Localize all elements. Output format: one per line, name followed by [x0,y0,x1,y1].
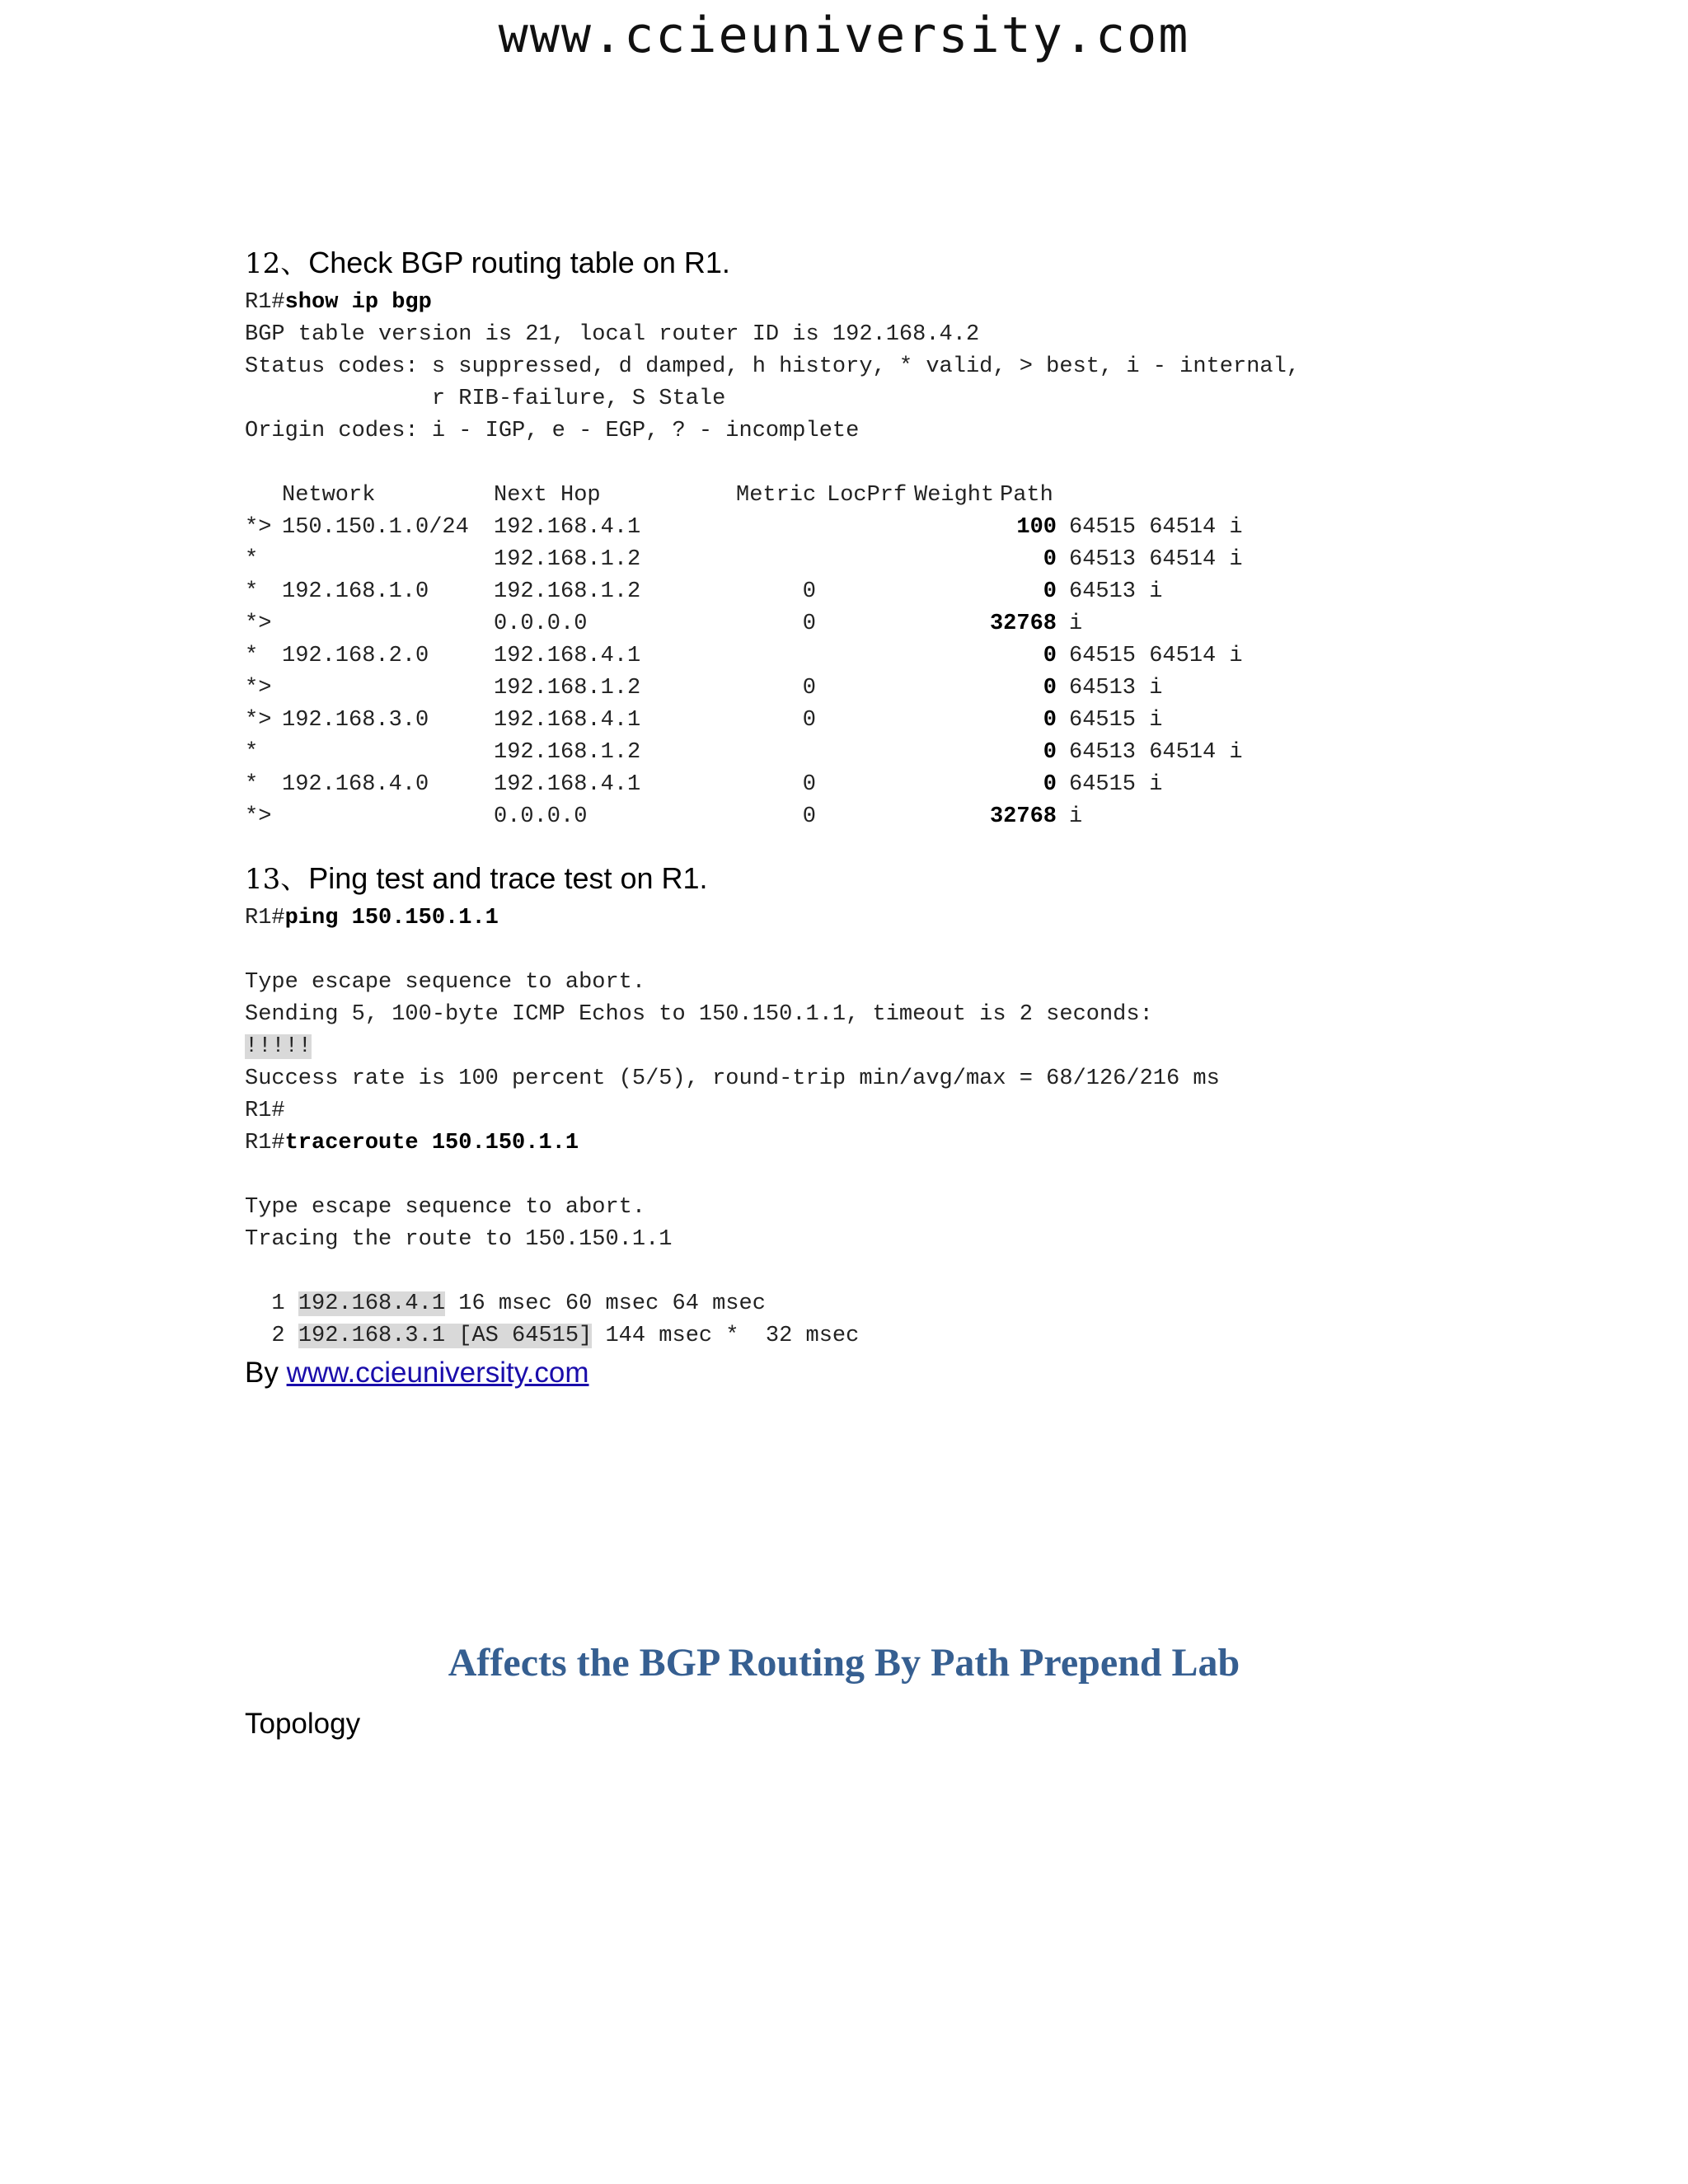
command: show ip bgp [284,290,432,315]
route-path: 64515 64514 i [1069,515,1243,540]
route-network: 192.168.2.0 [282,644,429,668]
bgp-table-body [245,512,1605,833]
route-status: * [245,772,259,797]
route-status: * [245,740,259,765]
route-status: *> [245,708,272,733]
route-path: 64515 i [1069,772,1163,797]
route-weight: 0 [1043,708,1057,733]
output-line: Success rate is 100 percent (5/5), round-trip min/avg/max = 68/126/216 ms [245,1066,1220,1091]
route-weight: 0 [1043,579,1057,604]
route-next-hop: 192.168.4.1 [494,708,641,733]
prompt: R1# [245,290,285,315]
bgp-route-row [245,737,1605,769]
route-weight: 0 [1043,644,1057,668]
header-next-hop: Next Hop [494,483,601,508]
bgp-table-header [245,480,1605,512]
route-status: *> [245,804,272,829]
prompt: R1# [245,1131,285,1155]
step-13-heading [245,855,1605,902]
route-next-hop: 192.168.4.1 [494,772,641,797]
document-body [245,239,1605,1394]
bgp-route-row [245,544,1605,576]
ping-result-line [245,1031,1605,1063]
hop-timing: 144 msec * 32 msec [592,1324,860,1348]
header-path: Path [1000,483,1053,508]
bgp-route-row [245,769,1605,801]
route-status: * [245,579,259,604]
step-number: 12、 [245,247,309,280]
route-weight: 32768 [989,804,1057,829]
bgp-route-row [245,673,1605,705]
output-line: R1# [245,1099,285,1123]
route-next-hop: 192.168.1.2 [494,676,641,701]
route-weight: 0 [1043,676,1057,701]
command-line [245,287,1605,319]
route-next-hop: 192.168.1.2 [494,740,641,765]
route-path: 64515 64514 i [1069,644,1243,668]
output-line: Type escape sequence to abort. [245,1195,646,1220]
route-status: *> [245,676,272,701]
route-path: 64513 64514 i [1069,740,1243,765]
route-network: 192.168.3.0 [282,708,429,733]
route-metric: 0 [802,772,816,797]
trace-hop [245,1320,1605,1352]
header-locprf: LocPrf [827,483,907,508]
bgp-route-row [245,576,1605,608]
route-network: 192.168.1.0 [282,579,429,604]
output-line: Status codes: s suppressed, d damped, h history, * valid, > best, i - internal, [245,354,1301,379]
byline [245,1352,1605,1394]
route-network: 150.150.1.0/24 [282,515,469,540]
prompt: R1# [245,906,285,930]
ping-command: ping 150.150.1.1 [284,906,499,930]
route-path: i [1069,612,1083,636]
route-metric: 0 [802,676,816,701]
header-weight: Weight [914,483,995,508]
output-line: r RIB-failure, S Stale [245,387,726,411]
ping-result: !!!!! [245,1034,312,1059]
command-line [245,902,1605,935]
route-weight: 0 [1043,547,1057,572]
route-path: 64515 i [1069,708,1163,733]
trace-hop [245,1288,1605,1320]
page-header-site: www.ccieuniversity.com [498,7,1190,64]
output-line: Type escape sequence to abort. [245,970,646,995]
route-metric: 0 [802,804,816,829]
header-metric: Metric [736,483,817,508]
route-weight: 32768 [989,612,1057,636]
hop-timing: 16 msec 60 msec 64 msec [445,1291,766,1316]
step-12-heading [245,239,1605,287]
route-status: *> [245,612,272,636]
route-status: *> [245,515,272,540]
route-status: * [245,644,259,668]
bgp-route-row [245,801,1605,833]
route-next-hop: 0.0.0.0 [494,612,588,636]
bgp-route-row [245,640,1605,673]
route-weight: 100 [1016,515,1057,540]
byline-link[interactable]: www.ccieuniversity.com [286,1357,589,1389]
step-title: Check BGP routing table on R1. [308,246,730,279]
hop-address: 192.168.4.1 [298,1291,446,1316]
output-line: Tracing the route to 150.150.1.1 [245,1227,673,1252]
route-status: * [245,547,259,572]
topology-label: Topology [245,1708,361,1740]
output-line: Origin codes: i - IGP, e - EGP, ? - incomplete [245,419,860,443]
route-path: 64513 64514 i [1069,547,1243,572]
route-weight: 0 [1043,740,1057,765]
route-next-hop: 192.168.1.2 [494,579,641,604]
route-next-hop: 192.168.1.2 [494,547,641,572]
hop-address: 192.168.3.1 [AS 64515] [298,1324,593,1348]
route-path: 64513 i [1069,579,1163,604]
step-title: Ping test and trace test on R1. [308,861,708,895]
route-next-hop: 192.168.4.1 [494,515,641,540]
route-path: 64513 i [1069,676,1163,701]
trace-command: traceroute 150.150.1.1 [284,1131,579,1155]
bgp-route-row [245,512,1605,544]
route-metric: 0 [802,708,816,733]
hop-number: 2 [245,1324,298,1348]
output-line: BGP table version is 21, local router ID is 192.168.4.2 [245,322,980,347]
route-metric: 0 [802,579,816,604]
header-network: Network [282,483,376,508]
bgp-route-row [245,705,1605,737]
route-next-hop: 0.0.0.0 [494,804,588,829]
route-next-hop: 192.168.4.1 [494,644,641,668]
route-weight: 0 [1043,772,1057,797]
bgp-route-row [245,608,1605,640]
lab-title: Affects the BGP Routing By Path Prepend Lab [448,1641,1240,1685]
output-line: Sending 5, 100-byte ICMP Echos to 150.150.1.1, timeout is 2 seconds: [245,1002,1153,1027]
byline-prefix: By [245,1357,287,1389]
route-network: 192.168.4.0 [282,772,429,797]
command-line [245,1127,1605,1160]
step-number: 13、 [245,863,309,896]
route-metric: 0 [802,612,816,636]
route-path: i [1069,804,1083,829]
hop-number: 1 [245,1291,298,1316]
